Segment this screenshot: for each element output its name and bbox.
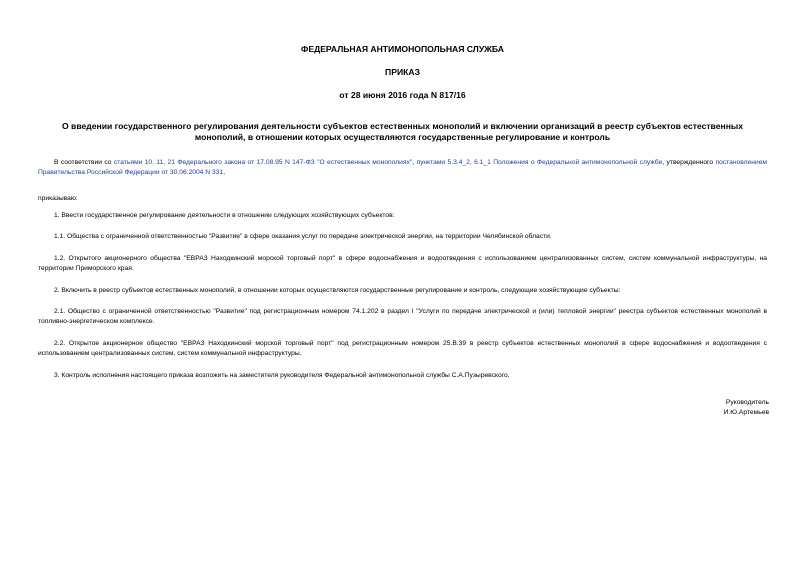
law-link[interactable]: статьями 10, 11, 21 Федерального закона от 17.08.95 N 147-ФЗ "О естественных монополиях" <box>113 159 413 166</box>
intro-text-3: , утвержденного <box>662 159 716 166</box>
intro-text-2: , <box>412 159 417 166</box>
agency-name: ФЕДЕРАЛЬНАЯ АНТИМОНОПОЛЬНАЯ СЛУЖБА <box>301 44 504 54</box>
signature-position: Руководитель <box>725 399 769 406</box>
signature-block <box>724 398 769 419</box>
ordered-word: приказываю: <box>38 194 78 202</box>
decree-link[interactable]: постановлением Правительства Российской Федерации от 30.06.2004 N 331 <box>38 159 768 177</box>
item-3: 3. Контроль исполнения настоящего приказа возложить на заместителя руководителя Федеральной антимонопольной службы С.А.Пузыревского. <box>54 371 510 379</box>
item-1: 1. Ввести государственное регулирование деятельности в отношении следующих хозяйствующих субъектов: <box>54 211 395 219</box>
item-1-1: 1.1. Общества с ограниченной ответственностью "Развитие" в сфере оказания услуг по передаче электрической энергии, на территории Челябинской области. <box>54 233 552 241</box>
item-2-1: 2.1. Общество с ограниченной ответственностью "Развитие" под регистрационным номером 74.1.202 в раздел I "Услуги по передаче электрической и (или) тепловой энергии" реестра субъектов естественных монополий в топливно-энергетическом комплексе. <box>38 307 767 326</box>
document-date-number: от 28 июня 2016 года N 817/16 <box>339 90 466 100</box>
intro-paragraph <box>38 158 767 179</box>
item-2: 2. Включить в реестр субъектов естественных монополий, в отношении которых осуществляются государственные регулирование и контроль, следующие хозяйствующие субъекты: <box>54 286 621 294</box>
intro-text-4: , <box>223 169 225 177</box>
intro-text-1: В соответствии со <box>54 159 114 166</box>
document-title: О введении государственного регулирования деятельности субъектов естественных монополий и включении организаций в реестр субъектов естественных монополий, в отношении которых осуществляются государственные регулирование и контроль <box>61 121 744 142</box>
signature-name: И.Ю.Артемьев <box>723 409 769 417</box>
item-2-2: 2.2. Открытое акционерное общество "ЕВРАЗ Находкинский морской торговый порт" под регистрационным номером 25.В.39 в реестр субъектов естественных монополий в сфере водоснабжения и водоотведения с использованием централизованных систем, систем коммунальной инфраструктуры. <box>38 339 767 358</box>
regulation-link[interactable]: пунктами 5.3.4_2, 6.1_1 Положения о Федеральной антимонопольной службе <box>416 159 663 166</box>
item-1-2: 1.2. Открытого акционерного общества "ЕВРАЗ Находкинский морской торговый порт" в сфере водоснабжения и водоотведения с использованием централизованных систем, систем коммунальной инфраструктуры, на территории Приморского края. <box>38 254 767 273</box>
document-type: ПРИКАЗ <box>385 67 420 77</box>
